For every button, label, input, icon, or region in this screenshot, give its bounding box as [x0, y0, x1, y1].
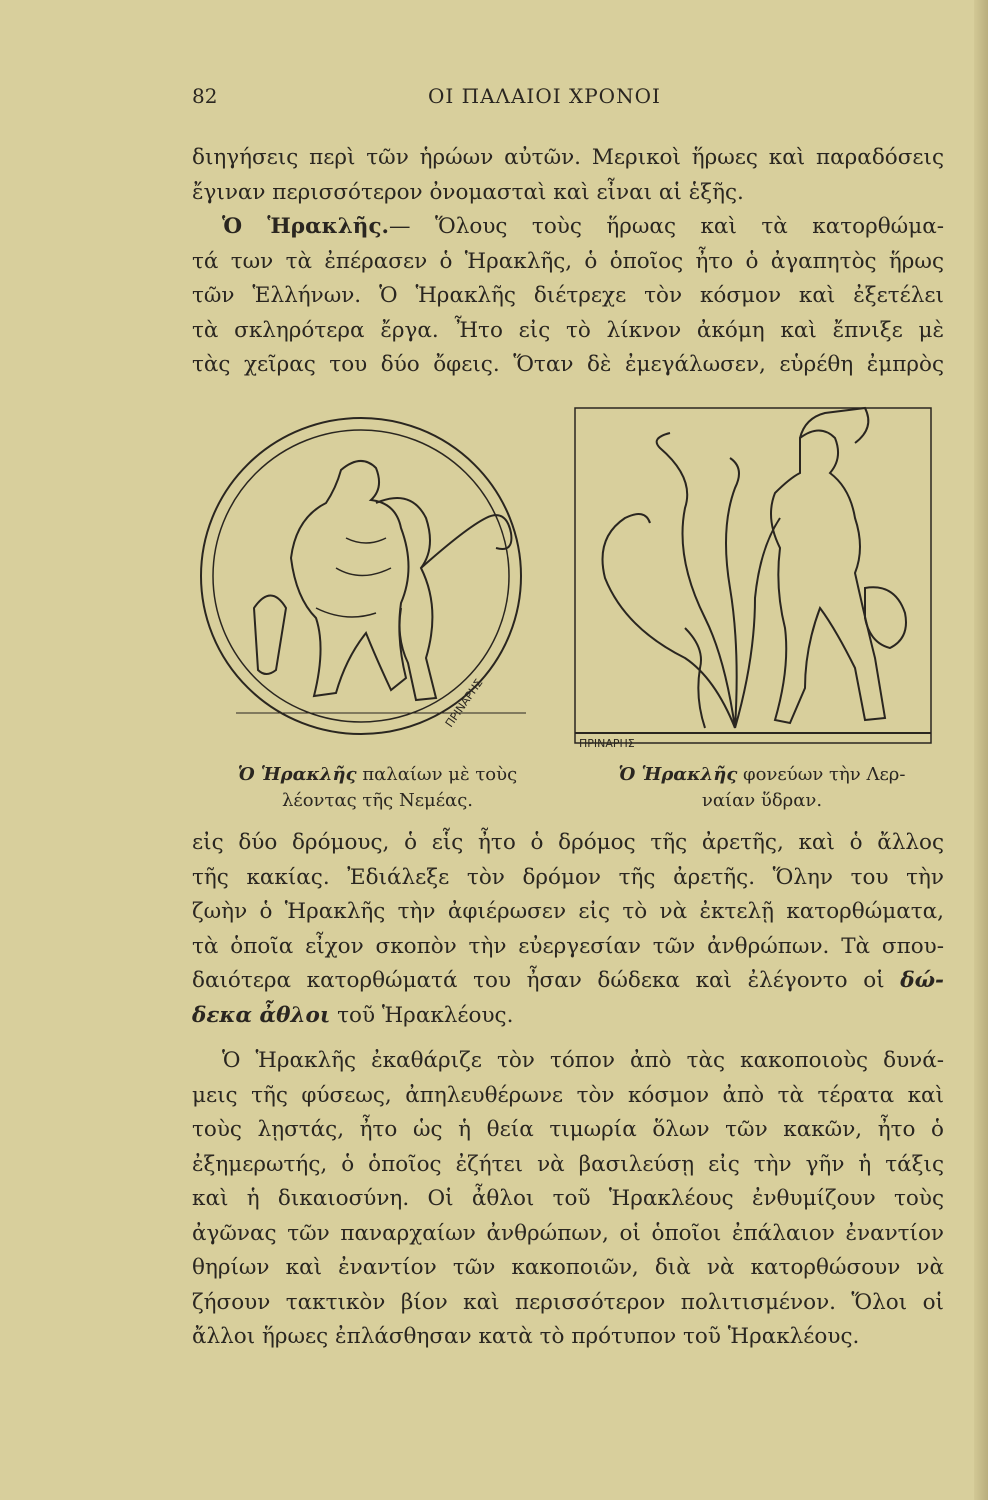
caption-name: Ὁ Ἡρακλῆς	[237, 764, 357, 785]
page-edge	[974, 0, 988, 1500]
paragraph-2	[192, 826, 944, 1033]
text-line: τά των τὰ ἐπέρασεν ὁ Ἡρακλῆς, ὁ ὁποῖος ἦτο ὁ ἀγαπητὸς ἥρως	[192, 248, 944, 274]
figure-herakles-lion	[196, 408, 536, 753]
text-span: δαιότερα κατορθώματά του ἦσαν δώδεκα καὶ ἐλέγοντο οἱ	[192, 968, 885, 993]
text-line: τῆς κακίας. Ἐδιάλεξε τὸν δρόμον τῆς ἀρετῆς. Ὅλην του τὴν	[192, 864, 944, 890]
text-line	[192, 964, 944, 999]
text-line: διηγήσεις περὶ τῶν ἡρώων αὐτῶν. Μερικοὶ ἥρωες καὶ παραδόσεις	[192, 145, 944, 170]
caption-text: λέοντας τῆς Νεμέας.	[281, 790, 474, 811]
page-number: 82	[192, 84, 218, 108]
text-line: ἀγῶνας τῶν παναρχαίων ἀνθρώπων, οἱ ὁποῖοι ἐπάλαιον ἐναντίον	[192, 1220, 944, 1246]
figure-caption-right	[582, 762, 942, 814]
text-span: τοῦ Ἡρακλέους.	[330, 1002, 514, 1028]
emphasis-text: δεκα ἆθλοι	[192, 1002, 331, 1028]
text-line	[192, 210, 944, 245]
text-line	[192, 999, 944, 1034]
section-heading: Ὁ Ἡρακλῆς.	[222, 214, 390, 239]
text-line: ἔγιναν περισσότερον ὀνομασταὶ καὶ εἶναι αἱ ἑξῆς.	[192, 179, 744, 205]
text-span: — Ὅλους τοὺς ἥρωας καὶ τὰ κατορθώμα-	[389, 214, 944, 239]
text-line: τὰς χεῖρας του δύο ὄφεις. Ὅταν δὲ ἐμεγάλωσεν, εὑρέθη ἐμπρὸς	[192, 352, 944, 377]
figure-herakles-hydra	[565, 398, 937, 753]
caption-text: παλαίων μὲ τοὺς	[356, 764, 518, 785]
text-line: τοὺς λῃστάς, ἦτο ὡς ἡ θεία τιμωρία ὅλων τῶν κακῶν, ἦτο ὁ	[192, 1117, 944, 1142]
artist-signature	[443, 677, 486, 730]
text-line: ζωὴν ὁ Ἡρακλῆς τὴν ἀφιέρωσεν εἰς τὸ νὰ ἐκτελῇ κατορθώματα,	[192, 899, 944, 924]
text-line: καὶ ἡ δικαιοσύνη. Οἱ ἆθλοι τοῦ Ἡρακλέους ἐνθυμίζουν τοὺς	[192, 1186, 944, 1211]
text-line: τῶν Ἑλλήνων. Ὁ Ἡρακλῆς διέτρεχε τὸν κόσμον καὶ ἐξετέλει	[192, 283, 944, 308]
page-header	[192, 84, 952, 114]
text-line: Ὁ Ἡρακλῆς ἐκαθάριζε τὸν τόπον ἀπὸ τὰς κακοποιοὺς δυνά-	[222, 1048, 944, 1073]
caption-name: Ὁ Ἡρακλῆς	[618, 764, 738, 785]
signature-text: ΠΡΙΝΑΡΗΣ	[579, 737, 635, 750]
signature-text: ΠΡΙΝΑΡΗΣ	[442, 676, 486, 730]
paragraph-3	[192, 1044, 944, 1355]
text-line: μεις τῆς φύσεως, ἀπηλευθέρωνε τὸν κόσμον ἀπὸ τὰ τέρατα καὶ	[192, 1082, 944, 1108]
text-line: ἐξημερωτής, ὁ ὁποῖος ἐζήτει νὰ βασιλεύσῃ εἰς τὴν γῆν ἡ τάξις	[192, 1151, 944, 1177]
text-line: τὰ ὁποῖα εἶχον σκοπὸν τὴν εὐεργεσίαν τῶν ἀνθρώπων. Τὰ σπου-	[192, 933, 944, 959]
text-line: ἄλλοι ἥρωες ἐπλάσθησαν κατὰ τὸ πρότυπον τοῦ Ἡρακλέους.	[192, 1324, 860, 1349]
text-line: ζήσουν τακτικὸν βίον καὶ περισσότερον πολιτισμένον. Ὅλοι οἱ	[192, 1289, 944, 1315]
paragraph-1	[192, 141, 944, 383]
text-line: εἰς δύο δρόμους, ὁ εἷς ἦτο ὁ δρόμος τῆς ἀρετῆς, καὶ ὁ ἄλλος	[192, 830, 944, 855]
text-line: τὰ σκληρότερα ἔργα. Ἦτο εἰς τὸ λίκνον ἀκόμη καὶ ἔπνιξε μὲ	[192, 317, 944, 343]
running-title: ΟΙ ΠΑΛΑΙΟΙ ΧΡΟΝΟΙ	[428, 84, 661, 108]
caption-text: φονεύων τὴν Λερ-	[737, 764, 906, 785]
caption-text: ναίαν ὕδραν.	[701, 790, 823, 811]
figure-caption-left	[215, 762, 540, 814]
text-line: θηρίων καὶ ἐναντίον τῶν κακοποιῶν, διὰ νὰ κατορθώσουν νὰ	[192, 1255, 944, 1280]
emphasis-text: δώ-	[900, 968, 944, 993]
